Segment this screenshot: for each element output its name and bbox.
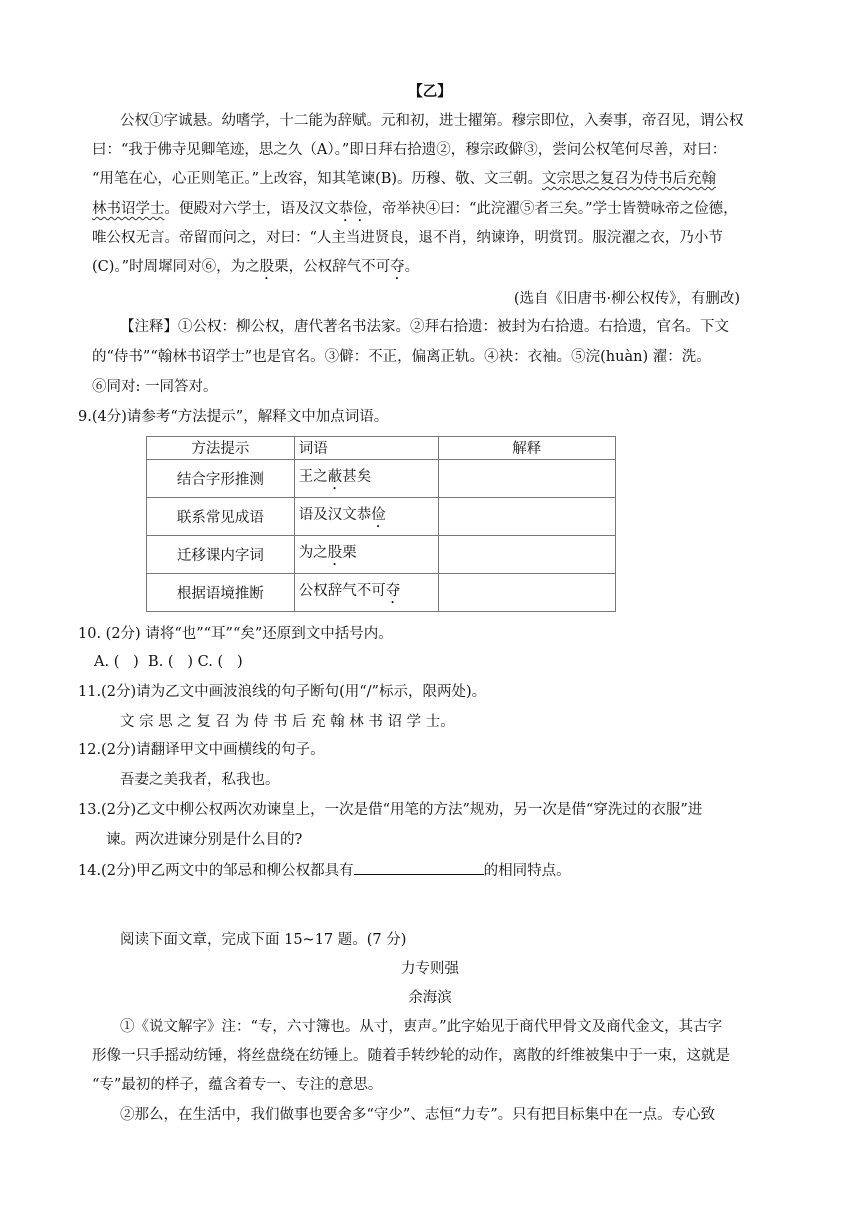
word-cell — [294, 574, 438, 612]
answer-cell[interactable] — [438, 536, 615, 574]
question-13-line-2: 谏。两次进谏分别是什么目的? — [106, 832, 303, 848]
question-14-text: 14.(2分)甲乙两文中的邹忌和柳公权都具有 — [78, 863, 354, 879]
answer-blank[interactable] — [354, 860, 484, 875]
section-title-yi: 【乙】 — [408, 83, 452, 100]
word-text: 栗 — [342, 544, 357, 561]
notes-line-1: 【注释】①公权：柳公权，唐代著名书法家。②拜右拾遗：被封为右拾遗。右拾遗，官名。下文 — [120, 319, 729, 335]
dotted-word: 俭 — [371, 506, 386, 523]
article-title: 力专则强 — [401, 961, 459, 977]
word-cell — [294, 460, 438, 498]
header-word: 词语 — [294, 437, 438, 460]
question-9: 9.(4分)请参考“方法提示”，解释文中加点词语。 — [78, 409, 389, 425]
notes-line-3: ⑥同对: 一同答对。 — [92, 379, 218, 395]
dotted-word: 夺 — [390, 259, 405, 275]
yi-text: ，帝举袂④曰：“此浣濯⑤者三矣。”学士皆赞咏帝之俭德， — [367, 201, 738, 217]
wavy-underlined-sentence: 文宗思之复召为侍书后充翰 — [542, 171, 717, 187]
question-12-sentence: 吾妻之美我者，私我也。 — [120, 772, 280, 788]
yi-para-line-2: 曰：“我于佛寺见卿笔迹，思之久（A）。”即日拜右拾遗②，穆宗政僻③，尝问公权笔何尽善，对曰： — [92, 142, 727, 158]
article-para-1-line-2: 形像一只手摇动纺锤，将丝盘绕在纺锤上。随着手转纱轮的动作，离散的纤维被集中于一束，这就是 — [92, 1048, 730, 1064]
dotted-word: 股 — [327, 544, 343, 561]
word-text: 王之 — [298, 468, 328, 485]
question-12: 12.(2分)请翻译甲文中画横线的句子。 — [78, 742, 325, 758]
method-cell: 根据语境推断 — [147, 574, 295, 612]
table-header-row — [147, 437, 616, 460]
notes-line-2: 的“侍书”“翰林书诏学士”也是官名。③僻：不正，偏离正轨。④袂：衣袖。⑤浣(huàn) 濯：洗。 — [92, 349, 711, 365]
table-row — [147, 536, 616, 574]
wavy-underlined-sentence-end: 林书诏学士 — [92, 201, 165, 217]
table-row — [147, 498, 616, 536]
article-para-1-line-1: ①《说文解字》注：“专，六寸簿也。从寸，叀声。”此字始见于商代甲骨文及商代金文，其古字 — [120, 1019, 723, 1035]
yi-para-line-5: 唯公权无言。帝留而问之，对曰：“人主当进贤良，退不肖，纳谏诤，明赏罚。服浣濯之衣，乃小节 — [92, 230, 723, 246]
word-cell — [294, 498, 438, 536]
yi-text: 。 — [404, 259, 420, 275]
question-11: 11.(2分)请为乙文中画波浪线的句子断句(用“/”标示，限两处)。 — [78, 684, 487, 700]
yi-text: (C)。”时周墀同对⑥，为之 — [92, 259, 260, 275]
method-cell: 结合字形推测 — [147, 460, 295, 498]
question-14-text: 的相同特点。 — [483, 863, 571, 879]
header-method: 方法提示 — [147, 437, 295, 460]
answer-cell[interactable] — [438, 498, 615, 536]
word-text: 公权辞气不可 — [298, 582, 386, 599]
table-row — [147, 460, 616, 498]
source-citation: (选自《旧唐书·柳公权传》，有删改) — [513, 291, 740, 307]
article-author: 余海滨 — [408, 990, 452, 1006]
word-text: 甚矣 — [342, 468, 372, 485]
yi-para-line-4 — [92, 199, 738, 225]
dotted-word: 蔽 — [327, 468, 343, 485]
word-text: 语及汉文恭 — [298, 506, 372, 523]
table-row — [147, 574, 616, 612]
yi-para-line-1: 公权①字诚悬。幼嗜学，十二能为辞赋。元和初，进士擢第。穆宗即位，入奏事，帝召见，谓公权 — [120, 113, 744, 129]
answer-cell[interactable] — [438, 574, 615, 612]
article-para-1-line-3: “专”最初的样子，蕴含着专一、专注的意思。 — [92, 1077, 383, 1093]
dotted-word: 恭 — [338, 201, 353, 217]
question-14 — [78, 860, 571, 881]
dotted-word: 股 — [259, 259, 275, 275]
answer-cell[interactable] — [438, 460, 615, 498]
question-10: 10. (2分) 请将“也”“耳”“矣”还原到文中括号内。 — [78, 626, 393, 642]
header-explanation: 解释 — [438, 437, 615, 460]
method-cell: 迁移课内字词 — [147, 536, 295, 574]
yi-para-line-3 — [92, 169, 716, 189]
article-para-2-line-1: ②那么，在生活中，我们做事也要舍多“守少”、志恒“力专”。只有把目标集中在一点。专心致 — [120, 1107, 716, 1123]
yi-text: 。便殿对六学士，语及汉文 — [164, 201, 339, 217]
yi-para-line-6 — [92, 257, 419, 283]
dotted-word: 夺 — [385, 582, 401, 599]
word-cell — [294, 536, 438, 574]
question-13-line-1: 13.(2分)乙文中柳公权两次劝谏皇上，一次是借“用笔的方法”规劝，另一次是借“穿洗过的衣服”进 — [78, 802, 703, 818]
question-10-options[interactable]: A. ( ) B. ( ) C. ( ) — [94, 654, 243, 670]
reading-intro: 阅读下面文章，完成下面 15~17 题。(7 分) — [120, 932, 407, 948]
yi-text: 栗，公权辞气不可 — [274, 259, 391, 275]
method-cell: 联系常见成语 — [147, 498, 295, 536]
question-11-sentence: 文 宗 思 之 复 召 为 侍 书 后 充 翰 林 书 诏 学 士。 — [120, 714, 455, 730]
word-text: 为之 — [298, 544, 328, 561]
method-table — [146, 436, 616, 612]
yi-text: “用笔在心，心正则笔正。”上改容，知其笔谏(B)。历穆、敬、文三朝。 — [92, 171, 543, 187]
dotted-word: 俭 — [353, 201, 368, 217]
